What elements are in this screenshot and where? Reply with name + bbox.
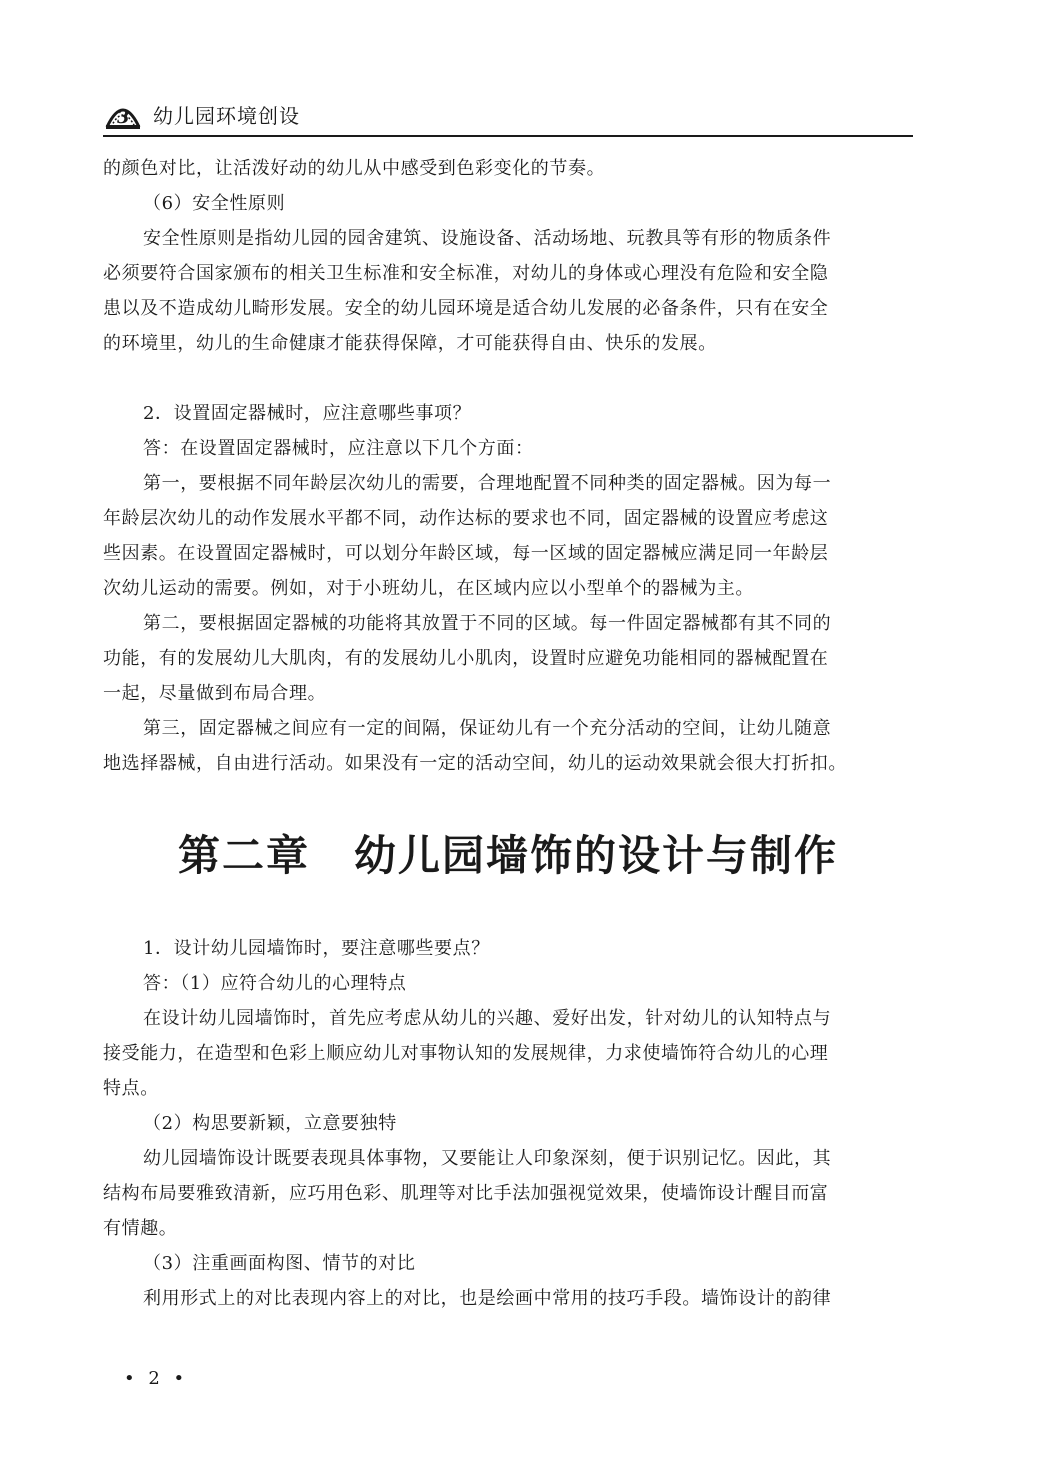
subheading: （3）注重画面构图、情节的对比 bbox=[143, 1253, 416, 1274]
body-line: 幼儿园墙饰设计既要表现具体事物，又要能让人印象深刻，便于识别记忆。因此，其 bbox=[143, 1148, 832, 1169]
body-line: 第一，要根据不同年龄层次幼儿的需要，合理地配置不同种类的固定器械。因为每一 bbox=[143, 473, 832, 494]
body-line: 患以及不造成幼儿畸形发展。安全的幼儿园环境是适合幼儿发展的必备条件，只有在安全 bbox=[103, 298, 829, 319]
publisher-logo-icon bbox=[103, 99, 143, 131]
subheading: （2）构思要新颖，立意要独特 bbox=[143, 1113, 397, 1134]
body-line: 特点。 bbox=[103, 1078, 159, 1099]
body-line: 次幼儿运动的需要。例如，对于小班幼儿，在区域内应以小型单个的器械为主。 bbox=[103, 578, 754, 599]
body-line: 安全性原则是指幼儿园的园舍建筑、设施设备、活动场地、玩教具等有形的物质条件 bbox=[143, 228, 832, 249]
body-line: 地选择器械，自由进行活动。如果没有一定的活动空间，幼儿的运动效果就会很大打折扣。 bbox=[103, 753, 847, 774]
svg-text:3: 3 bbox=[117, 107, 130, 128]
body-line: 第二，要根据固定器械的功能将其放置于不同的区域。每一件固定器械都有其不同的 bbox=[143, 613, 832, 634]
body-line: 的颜色对比，让活泼好动的幼儿从中感受到色彩变化的节奏。 bbox=[103, 158, 606, 179]
body-line: 结构布局要雅致清新，应巧用色彩、肌理等对比手法加强视觉效果，使墙饰设计醒目而富 bbox=[103, 1183, 829, 1204]
body-line: 有情趣。 bbox=[103, 1218, 178, 1239]
running-header bbox=[103, 97, 913, 137]
spacer bbox=[103, 361, 913, 396]
body-line: 在设计幼儿园墙饰时，首先应考虑从幼儿的兴趣、爱好出发，针对幼儿的认知特点与 bbox=[143, 1008, 832, 1029]
subheading-safety-principle: （6）安全性原则 bbox=[143, 193, 286, 214]
header-title: 幼儿园环境创设 bbox=[153, 104, 300, 128]
body-line: 接受能力，在造型和色彩上顺应幼儿对事物认知的发展规律，力求使墙饰符合幼儿的心理 bbox=[103, 1043, 829, 1064]
body-line: 利用形式上的对比表现内容上的对比，也是绘画中常用的技巧手段。墙饰设计的韵律 bbox=[143, 1288, 832, 1309]
answer-intro: 答：在设置固定器械时，应注意以下几个方面： bbox=[143, 438, 534, 459]
chapter-title: 第二章 幼儿园墙饰的设计与制作 bbox=[177, 831, 838, 880]
body-line: 些因素。在设置固定器械时，可以划分年龄区域，每一区域的固定器械应满足同一年龄层 bbox=[103, 543, 829, 564]
question-heading: 2．设置固定器械时，应注意哪些事项？ bbox=[143, 403, 472, 424]
question-heading: 1．设计幼儿园墙饰时，要注意哪些要点？ bbox=[143, 938, 490, 959]
answer-intro: 答：（1）应符合幼儿的心理特点 bbox=[143, 973, 407, 994]
body-line: 功能，有的发展幼儿大肌肉，有的发展幼儿小肌肉，设置时应避免功能相同的器械配置在 bbox=[103, 648, 829, 669]
page-number: • 2 • bbox=[124, 1368, 189, 1389]
body-line: 的环境里，幼儿的生命健康才能获得保障，才可能获得自由、快乐的发展。 bbox=[103, 333, 717, 354]
body-line: 第三，固定器械之间应有一定的间隔，保证幼儿有一个充分活动的空间，让幼儿随意 bbox=[143, 718, 832, 739]
page-body bbox=[103, 151, 913, 1316]
body-line: 一起，尽量做到布局合理。 bbox=[103, 683, 327, 704]
body-line: 必须要符合国家颁布的相关卫生标准和安全标准，对幼儿的身体或心理没有危险和安全隐 bbox=[103, 263, 829, 284]
body-line: 年龄层次幼儿的动作发展水平都不同，动作达标的要求也不同，固定器械的设置应考虑这 bbox=[103, 508, 829, 529]
